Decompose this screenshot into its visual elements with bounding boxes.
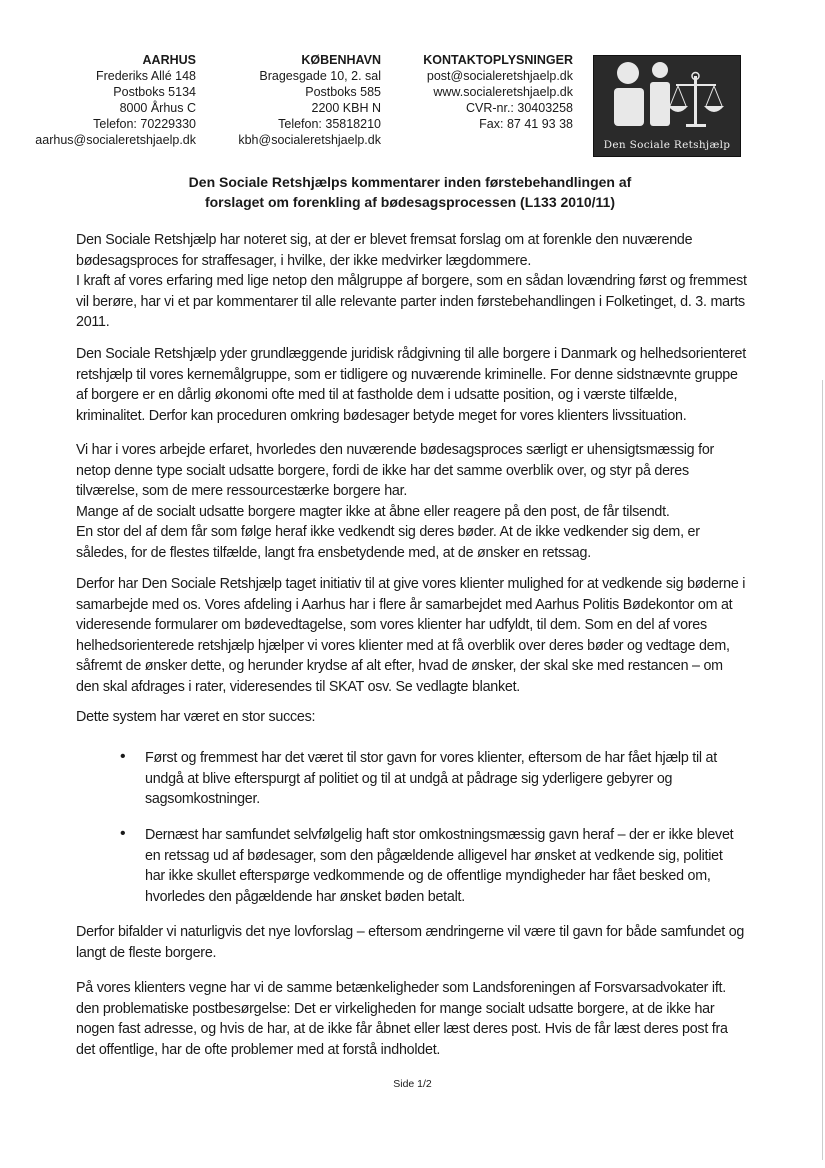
text-line: har ikke skullet efterspørge vedkommende og de offentlige myndigheder har fået besked om, — [145, 868, 711, 884]
text-line: af borgere er en dårlig økonomi ofte med til at fastholde dem i udsatte position, og i værste tilfælde, — [76, 387, 678, 403]
text-line: den problematiske postbesørgelse: Det er virkeligheden for mange socialt udsatte borgere, at de ikke har — [76, 1000, 715, 1017]
aarhus-line: Frederiks Allé 148 — [95, 69, 196, 83]
text-line: På vores klienters vegne har vi de samme betænkeligheder som Landsforeningen af Forsvarsadvokater ift. — [76, 980, 726, 996]
kobenhavn-heading: KØBENHAVN — [301, 53, 381, 67]
kobenhavn-line: Postboks 585 — [305, 85, 381, 99]
text-line: helhedsorienterede retshjælp hjælper vi vores klienter med at få overblik over deres bøder og vedtage dem, — [76, 637, 730, 654]
aarhus-line: 8000 Århus C — [119, 101, 196, 115]
text-line: langt de fleste borgere. — [76, 944, 217, 961]
paragraph — [76, 344, 756, 426]
letterhead-kobenhavn — [238, 52, 381, 148]
title-line: forslaget om forenkling af bødesagsprocessen (L133 2010/11) — [204, 194, 616, 210]
paragraph — [76, 922, 756, 963]
logo-caption: Den Sociale Retshjælp — [603, 139, 731, 151]
text-line: sagsomkostninger. — [145, 791, 260, 807]
text-line: Dette system har været en stor succes: — [76, 709, 316, 725]
kontakt-email[interactable]: post@socialeretshjaelp.dk — [426, 69, 573, 83]
kontakt-heading: KONTAKTOPLYSNINGER — [423, 53, 573, 67]
text-line: den skal afdrages i rater, videresendes til SKAT osv. Se vedlagte blanket. — [76, 678, 521, 695]
text-line: Dernæst har samfundet selvfølgelig haft stor omkostningsmæssig gavn heraf – der er ikke blevet — [145, 827, 734, 843]
paragraph — [76, 230, 756, 333]
kontakt-fax: Fax: 87 41 93 38 — [479, 117, 573, 131]
aarhus-email[interactable]: aarhus@socialeretshjaelp.dk — [35, 133, 196, 147]
text-line: samarbejde med os. Vores afdeling i Aarhus har i flere år samarbejdet med Aarhus Politis Bødekontor om at — [76, 596, 733, 613]
paragraph — [76, 707, 756, 728]
text-line: Først og fremmest har det været til stor gavn for vores klienter, eftersom de har fået hjælp til at — [145, 750, 717, 766]
aarhus-line: Telefon: 70229330 — [93, 117, 196, 131]
text-line: Mange af de socialt udsatte borgere magter ikke at åbne eller reagere på den post, de får tilsendt. — [76, 503, 670, 520]
aarhus-line: Postboks 5134 — [113, 85, 196, 99]
aarhus-heading: AARHUS — [142, 53, 196, 67]
text-line: kriminalitet. Derfor kan proceduren omkring bødesager betyde meget for vores klienters livssituation. — [76, 407, 687, 424]
page-number: Side 1/2 — [393, 1078, 432, 1090]
bullet-item — [145, 825, 745, 907]
kobenhavn-line: Bragesgade 10, 2. sal — [259, 69, 381, 83]
page-title — [120, 172, 700, 212]
text-line: retshjælp til vores kernemålgruppe, som er tidligere og nuværende kriminelle. For denne sidstnævnte gruppe — [76, 366, 738, 383]
logo — [593, 55, 741, 157]
text-line: tilværelse, som de mere ressourcestærke borgere har. — [76, 483, 408, 499]
text-line: videresende formularer om bødevedtagelse, som vores klienter har udfyldt, til dem. Som en del af vores — [76, 617, 707, 633]
text-line: I kraft af vores erfaring med lige netop den målgruppe af borgere, som en sådan lovændring først og fremmest — [76, 273, 747, 289]
text-line: Vi har i vores arbejde erfaret, hvorledes den nuværende bødesagsproces særligt er uhensigtsmæssig for — [76, 442, 715, 458]
text-line: 2011. — [76, 314, 110, 330]
text-line: nogen fast adresse, og hvis de har, at de ikke får åbnet eller læst deres post. Hvis de får læst deres post fra — [76, 1021, 728, 1037]
kontakt-website[interactable]: www.socialeretshjaelp.dk — [433, 85, 573, 99]
title-line: Den Sociale Retshjælps kommentarer inden førstebehandlingen af — [188, 174, 632, 190]
bullet-icon: • — [120, 748, 126, 765]
text-line: således, for de flestes tilfælde, langt fra ensbetydende med, at de ønsker en retssag. — [76, 544, 591, 561]
text-line: vil berøre, har vi et par kommentarer til alle relevante parter inden førstebehandlingen i Folketinget, d. 3. marts — [76, 293, 745, 310]
text-line: en retssag ud af bødesager, som den pågældende alligevel har ønsket at vedkende sig, politiet — [145, 847, 723, 864]
text-line: Den Sociale Retshjælp har noteret sig, at der er blevet fremsat forslag om at forenkle den nuværende — [76, 232, 693, 248]
kontakt-cvr: CVR-nr.: 30403258 — [465, 101, 573, 115]
letterhead-aarhus — [35, 52, 196, 148]
text-line: Den Sociale Retshjælp yder grundlæggende juridisk rådgivning til alle borgere i Danmark og helhedsorienteret — [76, 346, 746, 362]
text-line: undgå at blive efterspurgt af politiet og til at undgå at pådrage sig yderligere gebyrer og — [145, 770, 673, 787]
letterhead-kontakt — [423, 52, 573, 132]
paragraph — [76, 574, 756, 697]
text-line: Derfor har Den Sociale Retshjælp taget initiativ til at give vores klienter mulighed for at vedkende sig bøderne i — [76, 576, 746, 592]
text-line: netop denne type socialt udsatte borgere, fordi de ikke har det samme overblik over, og styr på deres — [76, 462, 689, 479]
paragraph — [76, 978, 756, 1060]
text-line: Derfor bifalder vi naturligvis det nye lovforslag – eftersom ændringerne vil være til gavn for både samfundet og — [76, 924, 745, 940]
scales-icon — [594, 56, 740, 138]
bullet-item — [145, 748, 745, 810]
bullet-icon: • — [120, 825, 126, 842]
text-line: såfremt de ønsker dette, og herunder krydse af alt efter, hvad de ønsker, der skal ske med restancen – om — [76, 658, 723, 674]
text-line: det offentlige, har de ofte problemer med at forstå indholdet. — [76, 1041, 441, 1058]
text-line: hvorledes den pågældende har ønsket bøden betalt. — [145, 888, 465, 905]
kobenhavn-line: Telefon: 35818210 — [278, 117, 381, 131]
scan-edge-divider — [822, 380, 823, 1160]
paragraph — [76, 440, 756, 563]
text-line: bødesagsproces for straffesager, i hvilke, der ikke medvirker lægdommere. — [76, 252, 532, 269]
text-line: En stor del af dem får som følge heraf ikke vedkendt sig deres bøder. At de ikke vedkender sig dem, er — [76, 524, 700, 540]
kobenhavn-line: 2200 KBH N — [311, 101, 381, 115]
kobenhavn-email[interactable]: kbh@socialeretshjaelp.dk — [238, 133, 381, 147]
